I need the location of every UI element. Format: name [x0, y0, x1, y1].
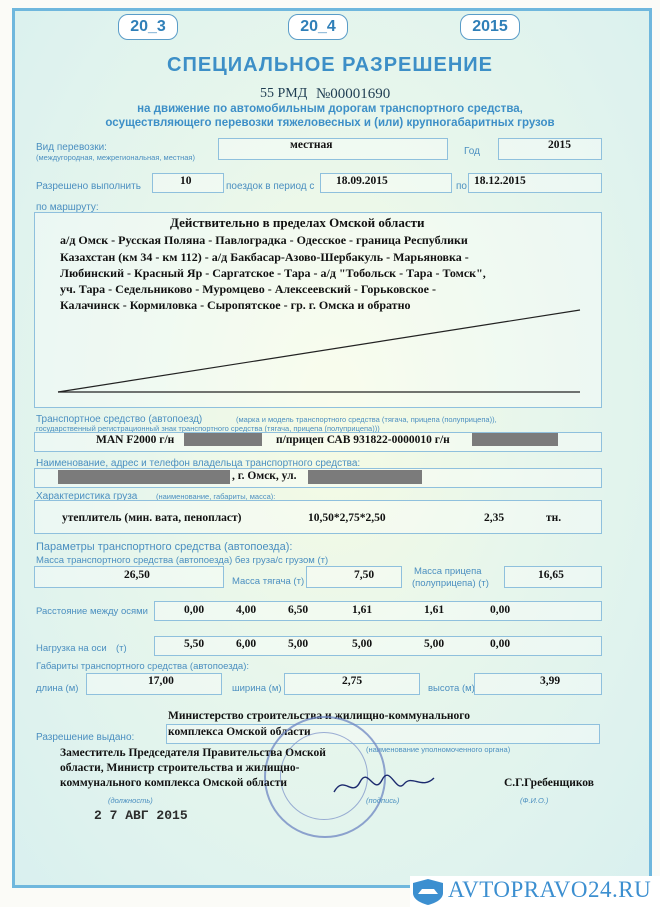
route-line-2: а/д Омск - Русская Поляна - Павлоградка - Одесское - граница Республики [60, 233, 468, 247]
trips-count: 10 [180, 175, 192, 187]
trips-label: Разрешено выполнить [36, 181, 141, 192]
axle-distance-label: Расстояние между осями [36, 606, 148, 617]
vehicle-mass-value: 26,50 [124, 569, 150, 581]
signer-name-hint: (Ф.И.О.) [520, 796, 549, 805]
date-from: 18.09.2015 [336, 175, 388, 187]
axle-load-3: 5,00 [288, 638, 309, 650]
route-line-6: Калачинск - Кормиловка - Сыропятское - гр. г. Омска и обратно [60, 298, 411, 312]
year-box-1: 20_3 [118, 14, 178, 40]
redacted-trailer-plate [472, 433, 558, 446]
position-hint: (должность) [108, 796, 153, 805]
length-value: 17,00 [148, 675, 174, 687]
axle-load-label: Нагрузка на оси [36, 643, 107, 654]
vehicle-hint-2: государственный регистрационный знак транспортного средства (тягача, прицепа (полуприцепа))) [36, 424, 380, 433]
signer-name: С.Г.Гребенщиков [504, 777, 594, 789]
car-shield-icon [410, 879, 446, 905]
transport-type-label: Вид перевозки: [36, 142, 107, 153]
issuer-org-hint: (наименование уполномоченного органа) [366, 745, 511, 754]
cargo-label: Характеристика груза [36, 491, 138, 502]
tractor-mass-label: Масса тягача (т) [232, 576, 305, 587]
position-line-1: Заместитель Председателя Правительства Омской [60, 747, 326, 759]
axle-distance-2: 4,00 [236, 604, 257, 616]
axle-distance-field [154, 601, 602, 621]
width-label: ширина (м) [232, 683, 282, 694]
issue-date-stamp: 2 7 АВГ 2015 [94, 808, 188, 823]
trailer-mass-label-1: Масса прицепа [414, 566, 482, 577]
axle-load-1: 5,50 [184, 638, 205, 650]
axle-load-6: 0,00 [490, 638, 511, 650]
axle-load-field [154, 636, 602, 656]
permit-series: 55 РМД [260, 86, 308, 101]
owner-city: , г. Омск, ул. [232, 470, 297, 482]
to-label: по [456, 181, 467, 192]
date-to: 18.12.2015 [474, 175, 526, 187]
position-line-2: области, Министр строительства и жилищно- [60, 762, 300, 774]
permit-number: №00001690 [316, 86, 391, 102]
transport-type-value: местная [290, 139, 333, 151]
transport-type-field [218, 138, 448, 160]
year-box-2: 20_4 [288, 14, 348, 40]
vehicle-label: Транспортное средство (автопоезд) [36, 414, 203, 425]
cargo-hint: (наименование, габариты, масса): [156, 492, 276, 501]
route-line-5: уч. Тара - Седельниково - Муромцево - Алексеевский - Горьковское - [60, 282, 436, 296]
position-line-3: коммунального комплекса Омской области [60, 777, 288, 789]
trailer-mass-label-2: (полуприцепа) (т) [412, 578, 489, 589]
height-field [474, 673, 602, 695]
redacted-tractor-plate [184, 433, 262, 446]
owner-label: Наименование, адрес и телефон владельца транспортного средства: [36, 458, 361, 469]
height-value: 3,99 [540, 675, 561, 687]
length-label: длина (м) [36, 683, 79, 694]
vehicle-tractor: MAN F2000 г/н [96, 434, 175, 446]
issuer-label: Разрешение выдано: [36, 732, 135, 743]
transport-type-hint: (междугородная, межрегиональная, местная) [36, 153, 195, 162]
watermark-logo [410, 876, 660, 907]
vehicle-hint-1: (марка и модель транспортного средства (тягача, прицепа (полуприцепа)), [236, 415, 497, 424]
subtitle-line-1: на движение по автомобильным дорогам транспортного средства, [137, 103, 523, 115]
tractor-mass-value: 7,50 [354, 569, 375, 581]
document-title: СПЕЦИАЛЬНОЕ РАЗРЕШЕНИЕ [167, 54, 493, 76]
trailer-mass-value: 16,65 [538, 569, 564, 581]
cargo-mass: 2,35 [484, 512, 505, 524]
redacted-owner-name [58, 470, 230, 484]
cargo-unit: тн. [546, 512, 562, 524]
axle-distance-4: 1,61 [352, 604, 373, 616]
axle-load-2: 6,00 [236, 638, 257, 650]
watermark-text: AVTOPRAVO24.RU [448, 877, 652, 902]
route-line-1: Действительно в пределах Омской области [170, 215, 425, 230]
year-value: 2015 [548, 139, 571, 151]
route-line-3: Казахстан (км 34 - км 112) - а/д Бакбасар-Азово-Шербакуль - Марьяновка - [60, 250, 469, 264]
axle-load-5: 5,00 [424, 638, 445, 650]
route-line-4: Любинский - Красный Яр - Саргатское - Тара - а/д "Тобольск - Тара - Томск", [60, 266, 486, 280]
axle-distance-6: 0,00 [490, 604, 511, 616]
route-label: по маршруту: [36, 202, 99, 213]
dimensions-label: Габариты транспортного средства (автопоезда): [36, 661, 249, 672]
subtitle-line-2: осуществляющего перевозки тяжеловесных и (или) крупногабаритных грузов [105, 117, 555, 129]
cargo-name: утеплитель (мин. вата, пенопласт) [62, 512, 242, 524]
axle-distance-5: 1,61 [424, 604, 445, 616]
vehicle-trailer: п/прицеп САВ 931822-0000010 г/н [276, 434, 450, 446]
params-label: Параметры транспортного средства (автопоезда): [36, 541, 293, 553]
year-label: Год [464, 146, 480, 157]
axle-distance-3: 6,50 [288, 604, 309, 616]
axle-load-unit: (т) [116, 643, 127, 654]
cargo-dimensions: 10,50*2,75*2,50 [308, 512, 386, 524]
signature-hint: (подпись) [366, 796, 400, 805]
height-label: высота (м) [428, 683, 475, 694]
axle-distance-1: 0,00 [184, 604, 205, 616]
axle-load-4: 5,00 [352, 638, 373, 650]
period-label: поездок в период с [226, 181, 315, 192]
issuer-org-line-1: Министерство строительства и жилищно-коммунального [168, 710, 470, 722]
redacted-owner-street [308, 470, 422, 484]
issuer-org-line-2: комплекса Омской области [168, 726, 311, 738]
vehicle-mass-label: Масса транспортного средства (автопоезда) без груза/с грузом (т) [36, 555, 329, 566]
year-box-3: 2015 [460, 14, 520, 40]
route-strike-line [34, 300, 602, 408]
width-value: 2,75 [342, 675, 363, 687]
